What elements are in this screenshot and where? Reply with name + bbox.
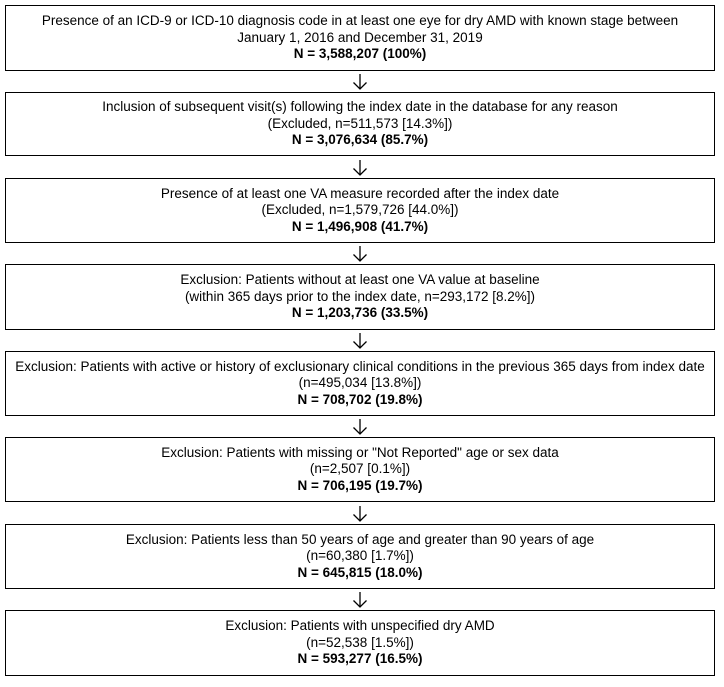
step-2-description: Inclusion of subsequent visit(s) following the index date in the database for any reason: [102, 99, 618, 115]
step-2-count: N = 3,076,634 (85.7%): [291, 132, 429, 148]
step-1-description: Presence of an ICD-9 or ICD-10 diagnosis code in at least one eye for dry AMD with known stage between: [41, 13, 679, 29]
step-3-detail: (Excluded, n=1,579,726 [44.0%]): [261, 202, 459, 218]
step-6-count: N = 706,195 (19.7%): [297, 477, 423, 493]
flow-step-1: [5, 5, 715, 71]
step-7-detail: (n=60,380 [1.7%]): [306, 548, 414, 564]
step-7-description: Exclusion: Patients less than 50 years of age and greater than 90 years of age: [125, 531, 595, 547]
step-5-detail: (n=495,034 [13.8%]): [298, 375, 422, 391]
down-arrow-icon: [352, 74, 368, 90]
step-4-description: Exclusion: Patients without at least one VA value at baseline: [180, 272, 540, 288]
step-8-description: Exclusion: Patients with unspecified dry AMD: [225, 618, 495, 634]
down-arrow-icon: [352, 419, 368, 435]
down-arrow-icon: [352, 592, 368, 608]
step-8-count: N = 593,277 (16.5%): [297, 651, 423, 667]
step-6-description: Exclusion: Patients with missing or "Not Reported" age or sex data: [161, 444, 559, 460]
step-3-count: N = 1,496,908 (41.7%): [291, 218, 429, 234]
flow-step-4: [5, 264, 715, 330]
step-4-detail: (within 365 days prior to the index date, n=293,172 [8.2%]): [184, 288, 536, 304]
step-8-detail: (n=52,538 [1.5%]): [306, 634, 414, 650]
step-1-count: N = 3,588,207 (100%): [293, 46, 427, 62]
flow-step-7: [5, 524, 715, 589]
flow-step-5: [5, 351, 715, 416]
step-5-count: N = 708,702 (19.8%): [297, 391, 423, 407]
step-5-description: Exclusion: Patients with active or history of exclusionary clinical conditions in the previous 365 days from index date: [15, 358, 705, 374]
step-3-description: Presence of at least one VA measure recorded after the index date: [160, 185, 560, 201]
flow-step-2: [5, 92, 715, 156]
step-4-count: N = 1,203,736 (33.5%): [291, 305, 429, 321]
flow-step-6: [5, 437, 715, 502]
step-7-count: N = 645,815 (18.0%): [297, 564, 423, 580]
step-1-detail: January 1, 2016 and December 31, 2019: [237, 29, 483, 45]
step-2-detail: (Excluded, n=511,573 [14.3%]): [267, 115, 453, 131]
down-arrow-icon: [352, 160, 368, 176]
flow-step-8: [5, 610, 715, 676]
down-arrow-icon: [352, 506, 368, 522]
down-arrow-icon: [352, 333, 368, 349]
step-6-detail: (n=2,507 [0.1%]): [309, 461, 411, 477]
flow-step-3: [5, 178, 715, 243]
down-arrow-icon: [352, 246, 368, 262]
